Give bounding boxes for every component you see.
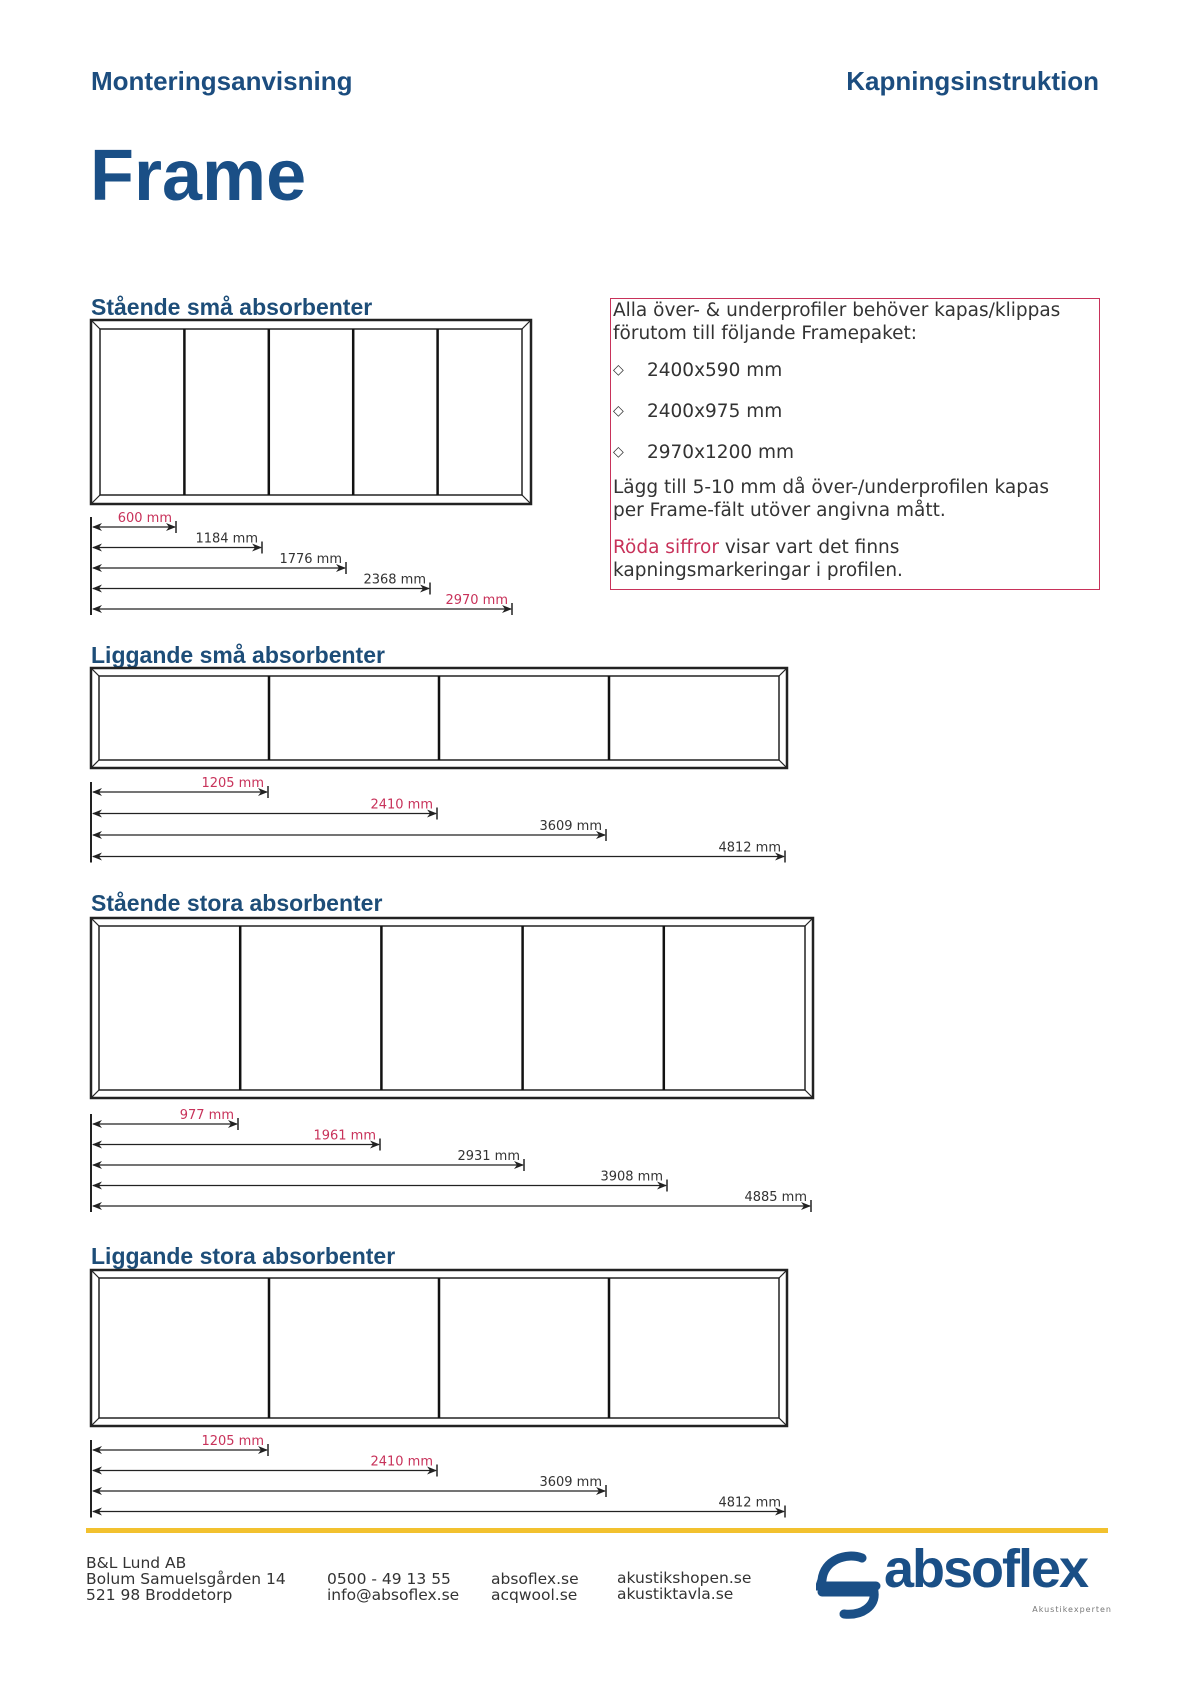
note-add-line2: per Frame-fält utöver angivna mått.	[613, 500, 946, 521]
dimension-label-red: 2410 mm	[370, 797, 433, 813]
header-left-title: Monteringsanvisning	[91, 66, 353, 96]
frame-inner	[100, 329, 522, 495]
frame-corner-mitre	[522, 495, 531, 504]
absoflex-logo-mark-icon	[816, 1546, 886, 1622]
package-size: 2970x1200 mm	[647, 442, 795, 463]
frame-outer	[91, 918, 813, 1098]
logo-wordmark: absoflex	[884, 1539, 1088, 1599]
dimension-label: 2931 mm	[457, 1149, 520, 1164]
dimension-label: 1184 mm	[195, 531, 258, 547]
footer-sites-2	[617, 1570, 751, 1602]
frame-outer	[91, 320, 531, 504]
dimension-label: 4812 mm	[718, 1495, 781, 1511]
site-link[interactable]: akustiktavla.se	[617, 1585, 734, 1603]
email-link[interactable]: info@absoflex.se	[327, 1586, 460, 1604]
dimension-label-red: 1961 mm	[313, 1128, 376, 1144]
note-red-line2: kapningsmarkeringar i profilen.	[613, 560, 903, 581]
note-intro-line1: Alla över- & underprofiler behöver kapas/klippas	[613, 300, 1061, 321]
dimension-label: 3609 mm	[539, 1475, 602, 1490]
frame-diagram-staende-sma	[91, 320, 531, 615]
dimension-label: 4812 mm	[718, 840, 781, 856]
frame-corner-mitre	[91, 495, 100, 504]
dimension-label: 1776 mm	[279, 552, 342, 567]
dimension-label: 4885 mm	[744, 1190, 807, 1205]
diamond-outline-icon: ◇	[613, 444, 624, 460]
section-title-liggande-sma: Liggande små absorbenter	[91, 642, 385, 668]
dimension-label-red: 977 mm	[179, 1108, 234, 1123]
company-street: Bolum Samuelsgården 14	[86, 1570, 286, 1588]
package-size: 2400x590 mm	[647, 360, 783, 381]
section-title-staende-stora: Stående stora absorbenter	[91, 890, 383, 916]
red-numbers-label: Röda siffror	[613, 537, 719, 558]
phone-number: 0500 - 49 13 55	[327, 1570, 451, 1588]
note-red-line1	[613, 536, 1097, 559]
section-title-liggande-stora: Liggande stora absorbenter	[91, 1243, 396, 1269]
dimension-label-red: 2410 mm	[370, 1454, 433, 1470]
note-add-line1: Lägg till 5-10 mm då över-/underprofilen kapas	[613, 477, 1049, 498]
footer-company	[86, 1555, 286, 1603]
note-intro-line2: förutom till följande Framepaket:	[613, 323, 918, 344]
site-link[interactable]: acqwool.se	[491, 1586, 578, 1604]
note-red-rest: visar vart det finns	[718, 537, 900, 558]
frame-diagram-liggande-sma	[91, 668, 787, 863]
diamond-outline-icon: ◇	[613, 403, 624, 419]
dimension-label-red: 600 mm	[117, 511, 172, 526]
footer-contact	[327, 1571, 459, 1603]
package-list-item	[613, 400, 1097, 441]
package-list-item	[613, 359, 1097, 400]
frame-corner-mitre	[91, 320, 100, 329]
frame-diagram-staende-stora	[91, 918, 813, 1212]
footer-divider	[86, 1528, 1108, 1533]
package-list	[613, 359, 1097, 482]
dimension-label: 2368 mm	[363, 572, 426, 588]
dimension-label: 3609 mm	[539, 819, 602, 834]
frame-corner-mitre	[522, 320, 531, 329]
dimension-label-red: 1205 mm	[201, 776, 264, 791]
header-right-title: Kapningsinstruktion	[846, 66, 1099, 96]
footer-sites-1	[491, 1571, 579, 1603]
diamond-outline-icon: ◇	[613, 362, 624, 378]
frame-diagram-liggande-stora	[91, 1270, 787, 1518]
site-link[interactable]: akustikshopen.se	[617, 1569, 752, 1587]
section-title-staende-sma: Stående små absorbenter	[91, 294, 373, 320]
logo-tagline: Akustikexperten	[1032, 1605, 1112, 1614]
dimension-label: 3908 mm	[600, 1169, 663, 1185]
cutting-note-box	[610, 298, 1100, 590]
dimension-label-red: 2970 mm	[445, 593, 508, 608]
company-city: 521 98 Broddetorp	[86, 1586, 233, 1604]
page-title: Frame	[90, 136, 307, 216]
site-link[interactable]: absoflex.se	[491, 1570, 579, 1588]
frame-inner	[99, 926, 805, 1090]
dimension-label-red: 1205 mm	[201, 1434, 264, 1449]
company-name: B&L Lund AB	[86, 1554, 187, 1572]
absoflex-logo	[816, 1539, 1116, 1624]
package-size: 2400x975 mm	[647, 401, 783, 422]
